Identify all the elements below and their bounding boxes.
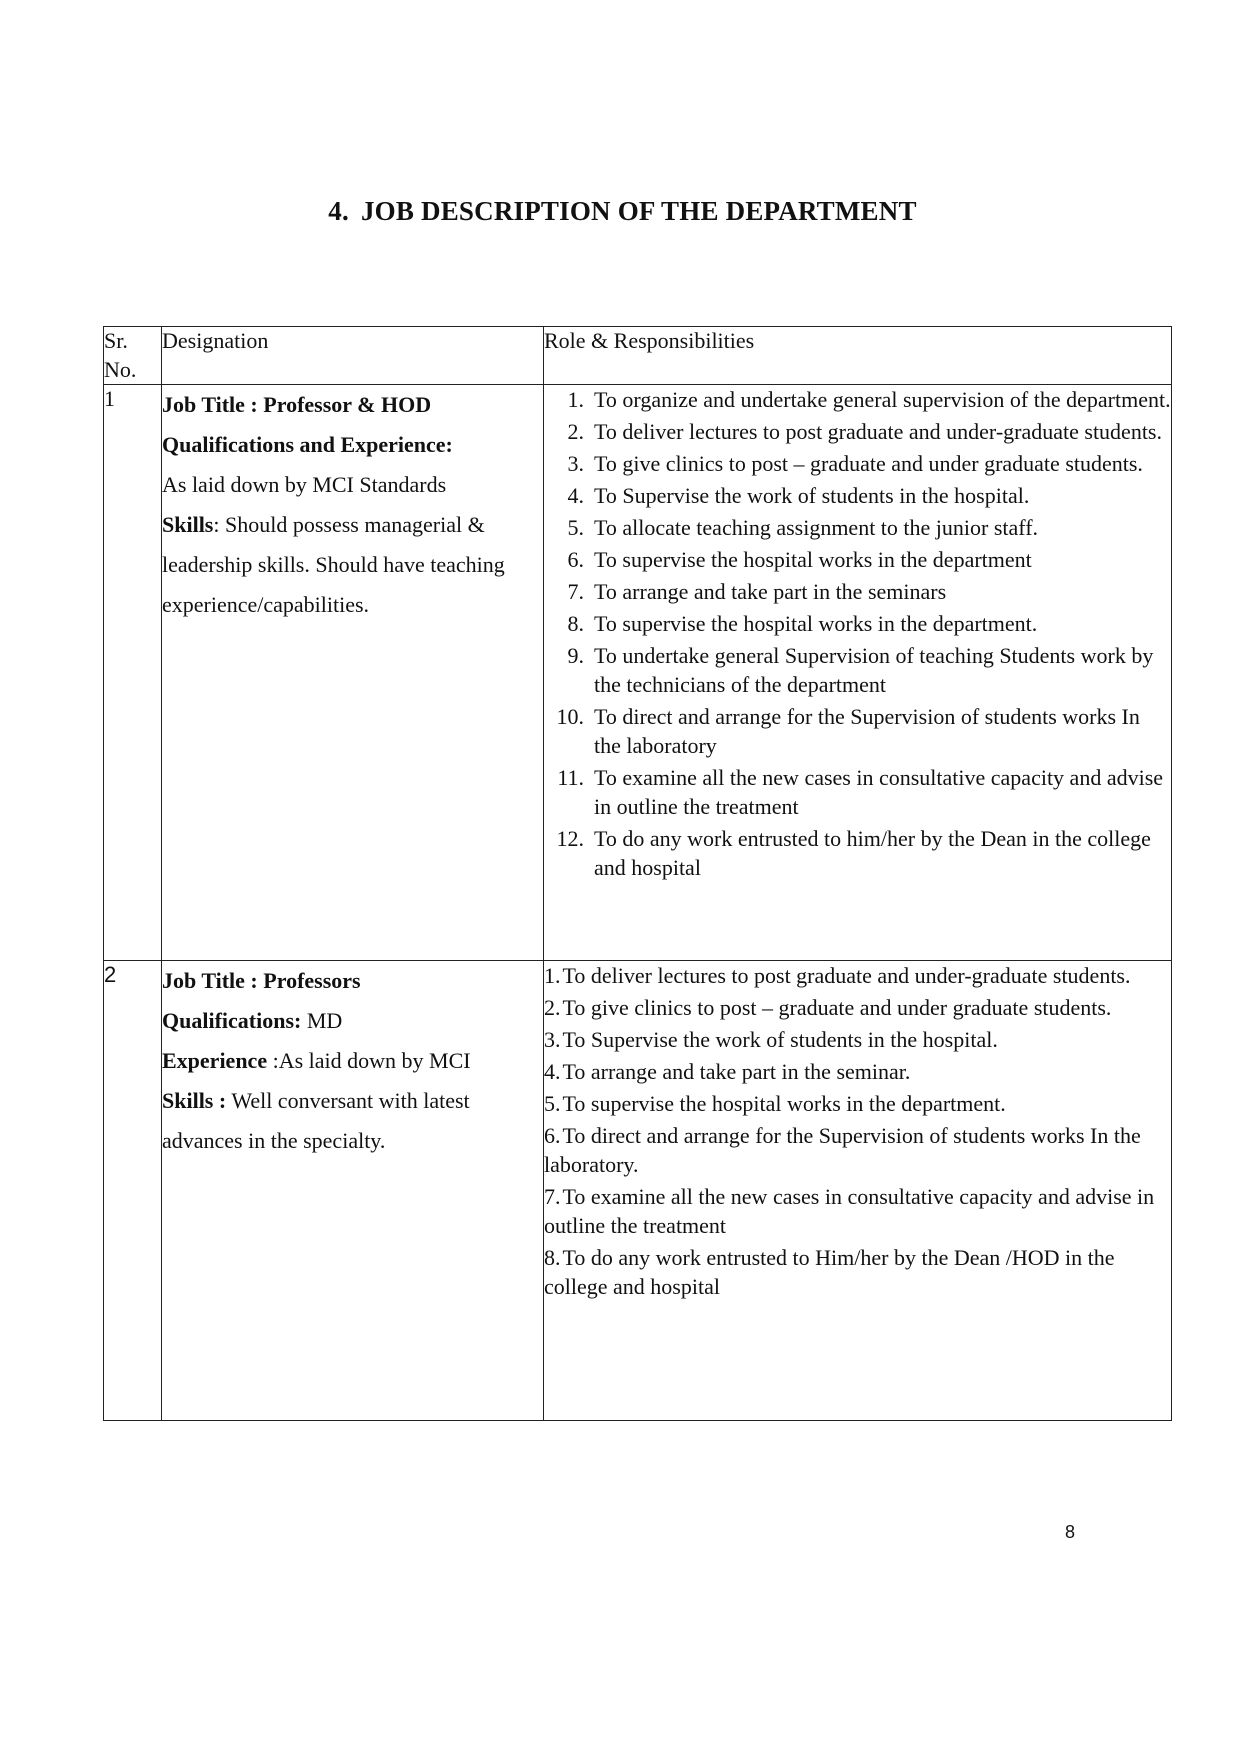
header-sr-no: Sr. No. <box>104 327 162 385</box>
designation-cell <box>162 385 544 961</box>
responsibilities-cell <box>544 385 1172 961</box>
qualifications-line <box>162 1001 543 1041</box>
list-item-text: To supervise the hospital works in the department. <box>594 611 1038 637</box>
job-title-line <box>162 961 543 1001</box>
list-item <box>544 993 1171 1022</box>
page-heading <box>0 196 1245 227</box>
list-item <box>544 763 1171 821</box>
list-item-text: To deliver lectures to post graduate and under-graduate students. <box>562 963 1131 989</box>
list-item-text: To examine all the new cases in consultative capacity and advise in outline the treatment <box>594 765 1164 820</box>
list-item-number: 1. <box>544 963 561 989</box>
list-item-text: To do any work entrusted to him/her by the Dean in the college and hospital <box>594 826 1151 881</box>
list-item <box>544 1243 1171 1301</box>
responsibilities-list <box>544 385 1171 882</box>
list-item <box>544 609 1171 638</box>
list-item-number: 3. <box>544 1027 561 1053</box>
list-item <box>544 449 1171 478</box>
qualifications-value: As laid down by MCI Standards <box>162 472 447 498</box>
table-header-row <box>104 327 1172 385</box>
row-sr-no: 2 <box>104 961 162 1421</box>
list-item-number: 12. <box>556 826 584 852</box>
list-item <box>544 545 1171 574</box>
job-description-table <box>103 326 1172 1421</box>
header-designation: Designation <box>162 327 544 385</box>
designation-cell <box>162 961 544 1421</box>
skills-value: Well conversant with latest advances in the specialty. <box>162 1088 470 1154</box>
section-number: 4. <box>328 196 349 226</box>
list-item-text: To give clinics to post – graduate and under graduate students. <box>594 451 1143 477</box>
list-item-number: 5. <box>544 1091 561 1117</box>
skills-label: Skills : <box>162 1088 227 1114</box>
list-item-text: To deliver lectures to post graduate and under-graduate students. <box>594 419 1162 445</box>
list-item-text: To organize and undertake general supervision of the department. <box>594 387 1171 413</box>
list-item-number: 7. <box>544 1184 561 1210</box>
list-item <box>544 1089 1171 1118</box>
table-row <box>104 385 1172 961</box>
list-item <box>544 641 1171 699</box>
list-item-text: To direct and arrange for the Supervision of students works In the laboratory <box>594 704 1140 759</box>
responsibilities-list <box>544 961 1171 1301</box>
list-item-number: 7. <box>567 579 584 605</box>
experience-label: Experience <box>162 1048 268 1074</box>
row-sr-no: 1 <box>104 385 162 961</box>
list-item <box>544 577 1171 606</box>
qualifications-label: Qualifications: <box>162 1008 302 1034</box>
qualifications-value: MD <box>306 1008 343 1034</box>
list-item-number: 1. <box>567 387 584 413</box>
experience-line <box>162 1041 543 1081</box>
list-item-number: 2. <box>544 995 561 1021</box>
section-title: JOB DESCRIPTION OF THE DEPARTMENT <box>360 196 917 226</box>
list-item <box>544 1057 1171 1086</box>
list-item-text: To undertake general Supervision of teaching Students work by the technicians of the department <box>594 643 1154 698</box>
list-item-text: To supervise the hospital works in the department. <box>562 1091 1006 1117</box>
list-item-number: 4. <box>567 483 584 509</box>
list-item <box>544 702 1171 760</box>
list-item-number: 10. <box>556 704 584 730</box>
list-item <box>544 513 1171 542</box>
job-title-label: Job Title : <box>162 968 258 994</box>
list-item-text: To Supervise the work of students in the hospital. <box>562 1027 998 1053</box>
skills-label: Skills <box>162 512 214 538</box>
list-item-text: To Supervise the work of students in the hospital. <box>594 483 1030 509</box>
list-item <box>544 385 1171 414</box>
list-item-number: 5. <box>567 515 584 541</box>
job-title-value: Professors <box>263 968 361 994</box>
list-item <box>544 481 1171 510</box>
list-item-number: 9. <box>567 643 584 669</box>
job-title-label: Job Title : <box>162 392 258 418</box>
list-item-number: 4. <box>544 1059 561 1085</box>
responsibilities-cell <box>544 961 1172 1421</box>
list-item-number: 8. <box>544 1245 561 1271</box>
list-item-text: To allocate teaching assignment to the junior staff. <box>594 515 1039 541</box>
skills-line <box>162 505 543 625</box>
list-item-number: 3. <box>567 451 584 477</box>
list-item-text: To arrange and take part in the seminars <box>594 579 947 605</box>
list-item-number: 8. <box>567 611 584 637</box>
list-item-text: To arrange and take part in the seminar. <box>562 1059 911 1085</box>
list-item <box>544 417 1171 446</box>
list-item-text: To examine all the new cases in consultative capacity and advise in outline the treatment <box>544 1184 1155 1239</box>
list-item-text: To give clinics to post – graduate and under graduate students. <box>562 995 1112 1021</box>
list-item <box>544 1121 1171 1179</box>
table-row <box>104 961 1172 1421</box>
qualifications-label: Qualifications and Experience: <box>162 432 453 458</box>
list-item <box>544 1025 1171 1054</box>
skills-line <box>162 1081 543 1161</box>
skills-value: : Should possess managerial & leadership skills. Should have teaching experience/capabilities. <box>162 512 505 618</box>
job-title-line <box>162 385 543 425</box>
list-item-number: 6. <box>544 1123 561 1149</box>
header-role-responsibilities: Role & Responsibilities <box>544 327 1172 385</box>
list-item-number: 6. <box>567 547 584 573</box>
job-title-value: Professor & HOD <box>263 392 432 418</box>
list-item-text: To supervise the hospital works in the department <box>594 547 1032 573</box>
list-item-text: To do any work entrusted to Him/her by the Dean /HOD in the college and hospital <box>544 1245 1115 1300</box>
list-item <box>544 961 1171 990</box>
list-item <box>544 1182 1171 1240</box>
list-item <box>544 824 1171 882</box>
page-number: 8 <box>1065 1522 1076 1542</box>
list-item-text: To direct and arrange for the Supervision of students works In the laboratory. <box>544 1123 1141 1178</box>
experience-value: :As laid down by MCI <box>272 1048 471 1074</box>
list-item-number: 2. <box>567 419 584 445</box>
list-item-number: 11. <box>557 765 584 791</box>
